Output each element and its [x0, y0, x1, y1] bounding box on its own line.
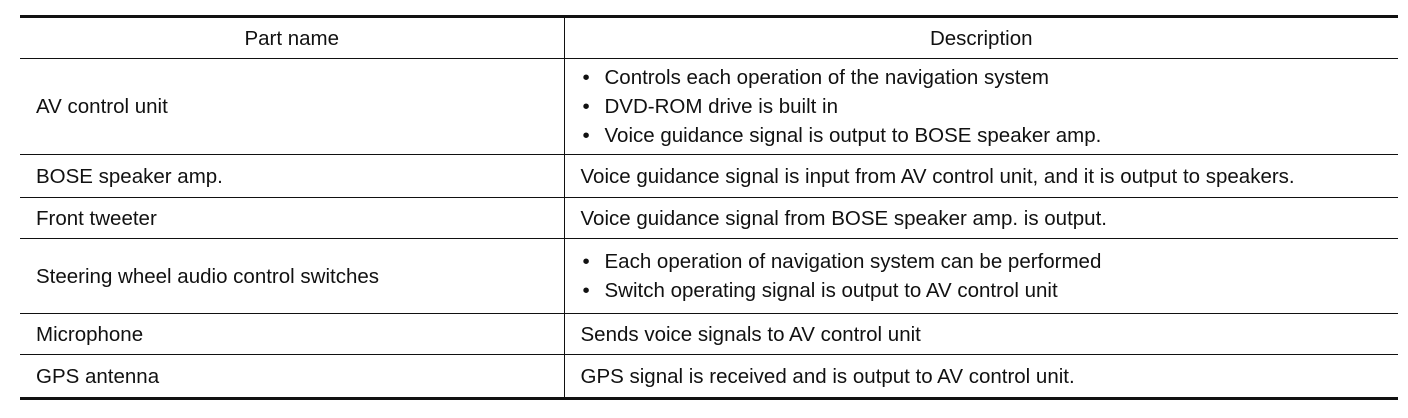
table-body	[20, 59, 1398, 399]
table-row	[20, 355, 1398, 399]
description-bullet: • Each operation of navigation system can be performed	[581, 247, 1399, 276]
description-cell: Voice guidance signal from BOSE speaker amp. is output.	[564, 198, 1398, 239]
table-row	[20, 59, 1398, 155]
description-cell: GPS signal is received and is output to AV control unit.	[564, 355, 1398, 399]
part-name-cell: GPS antenna	[36, 364, 160, 388]
description-bullet: • Voice guidance signal is output to BOSE speaker amp.	[581, 121, 1399, 150]
description-bullet-list	[581, 247, 1399, 305]
description-bullet-list	[581, 63, 1399, 150]
description-cell	[564, 239, 1398, 314]
header-part-name: Part name	[244, 26, 340, 50]
table-header	[20, 17, 1398, 59]
parts-table-container	[20, 15, 1398, 400]
description-bullet: • Controls each operation of the navigation system	[581, 63, 1399, 92]
table-row	[20, 314, 1398, 355]
header-description: Description	[564, 17, 1398, 59]
part-name-cell: Steering wheel audio control switches	[36, 264, 379, 288]
table-row	[20, 155, 1398, 198]
table-row	[20, 198, 1398, 239]
parts-table	[20, 15, 1398, 400]
description-bullet: • DVD-ROM drive is built in	[581, 92, 1399, 121]
description-cell: Voice guidance signal is input from AV control unit, and it is output to speakers.	[564, 155, 1398, 198]
description-bullet: • Switch operating signal is output to AV control unit	[581, 276, 1399, 305]
part-name-cell: BOSE speaker amp.	[36, 164, 223, 188]
part-name-cell: AV control unit	[36, 95, 168, 118]
header-row	[20, 17, 1398, 59]
description-cell: Sends voice signals to AV control unit	[564, 314, 1398, 355]
part-name-cell: Front tweeter	[36, 206, 157, 230]
part-name-cell: Microphone	[36, 322, 144, 346]
table-row	[20, 239, 1398, 314]
description-cell	[564, 59, 1398, 155]
